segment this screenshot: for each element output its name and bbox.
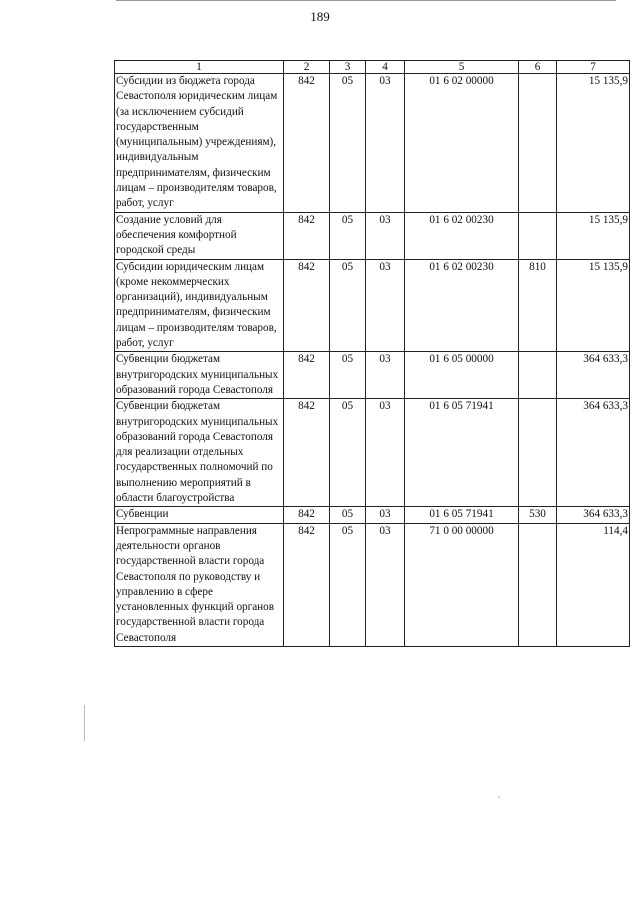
- row-target-article: 01 6 02 00230: [405, 212, 519, 259]
- row-ministry-code: 842: [284, 352, 330, 399]
- row-subsection: 03: [366, 352, 405, 399]
- table-row: [115, 259, 630, 352]
- row-expense-type: 530: [519, 507, 557, 523]
- row-section: 05: [330, 523, 366, 646]
- row-ministry-code: 842: [284, 74, 330, 213]
- row-section: 05: [330, 259, 366, 352]
- row-subsection: 03: [366, 399, 405, 507]
- header-col-1: 1: [115, 61, 284, 74]
- row-ministry-code: 842: [284, 507, 330, 523]
- row-ministry-code: 842: [284, 259, 330, 352]
- row-amount: 364 633,3: [557, 352, 630, 399]
- row-expense-type: [519, 212, 557, 259]
- row-ministry-code: 842: [284, 399, 330, 507]
- row-ministry-code: 842: [284, 523, 330, 646]
- page-top-edge: [116, 0, 616, 1]
- header-col-3: 3: [330, 61, 366, 74]
- table-row: [115, 212, 630, 259]
- table-row: [115, 507, 630, 523]
- row-name: Создание условий для обеспечения комфортной городской среды: [115, 212, 284, 259]
- row-section: 05: [330, 74, 366, 213]
- table-row: [115, 352, 630, 399]
- header-col-4: 4: [366, 61, 405, 74]
- row-target-article: 71 0 00 00000: [405, 523, 519, 646]
- header-col-5: 5: [405, 61, 519, 74]
- row-amount: 15 135,9: [557, 212, 630, 259]
- row-expense-type: [519, 523, 557, 646]
- row-target-article: 01 6 02 00000: [405, 74, 519, 213]
- row-amount: 364 633,3: [557, 507, 630, 523]
- row-amount: 15 135,9: [557, 74, 630, 213]
- row-target-article: 01 6 05 71941: [405, 399, 519, 507]
- row-name: Субсидии из бюджета города Севастополя юридическим лицам (за исключением субсидий государственным (муниципальным) учреждениям), индивидуальным предпринимателям, физическим лицам – производителям товаров, работ, услуг: [115, 74, 284, 213]
- row-ministry-code: 842: [284, 212, 330, 259]
- row-target-article: 01 6 02 00230: [405, 259, 519, 352]
- row-expense-type: [519, 74, 557, 213]
- table-row: [115, 523, 630, 646]
- budget-table: [114, 60, 630, 647]
- row-target-article: 01 6 05 71941: [405, 507, 519, 523]
- row-expense-type: 810: [519, 259, 557, 352]
- row-subsection: 03: [366, 74, 405, 213]
- table-row: [115, 74, 630, 213]
- header-col-7: 7: [557, 61, 630, 74]
- header-col-2: 2: [284, 61, 330, 74]
- row-name: Субсидии юридическим лицам (кроме некоммерческих организаций), индивидуальным предпринимателям, физическим лицам – производителям товаров, работ, услуг: [115, 259, 284, 352]
- header-col-6: 6: [519, 61, 557, 74]
- row-name: Субвенции бюджетам внутригородских муниципальных образований города Севастополя для реализации отдельных государственных полномочий по выполнению мероприятий в области благоустройства: [115, 399, 284, 507]
- page-number: 189: [310, 9, 330, 24]
- row-subsection: 03: [366, 259, 405, 352]
- row-subsection: 03: [366, 507, 405, 523]
- row-section: 05: [330, 507, 366, 523]
- row-target-article: 01 6 05 00000: [405, 352, 519, 399]
- row-section: 05: [330, 352, 366, 399]
- row-amount: 15 135,9: [557, 259, 630, 352]
- row-name: Субвенции: [115, 507, 284, 523]
- table-row: [115, 399, 630, 507]
- row-section: 05: [330, 399, 366, 507]
- row-section: 05: [330, 212, 366, 259]
- row-expense-type: [519, 399, 557, 507]
- row-subsection: 03: [366, 523, 405, 646]
- table-header-row: [115, 61, 630, 74]
- scan-speck: [498, 796, 500, 798]
- scan-margin-mark: [84, 705, 85, 741]
- row-expense-type: [519, 352, 557, 399]
- row-name: Субвенции бюджетам внутригородских муниципальных образований города Севастополя: [115, 352, 284, 399]
- row-name: Непрограммные направления деятельности органов государственной власти города Севастополя по руководству и управлению в сфере установленных функций органов государственной власти города Севастополя: [115, 523, 284, 646]
- row-subsection: 03: [366, 212, 405, 259]
- row-amount: 364 633,3: [557, 399, 630, 507]
- row-amount: 114,4: [557, 523, 630, 646]
